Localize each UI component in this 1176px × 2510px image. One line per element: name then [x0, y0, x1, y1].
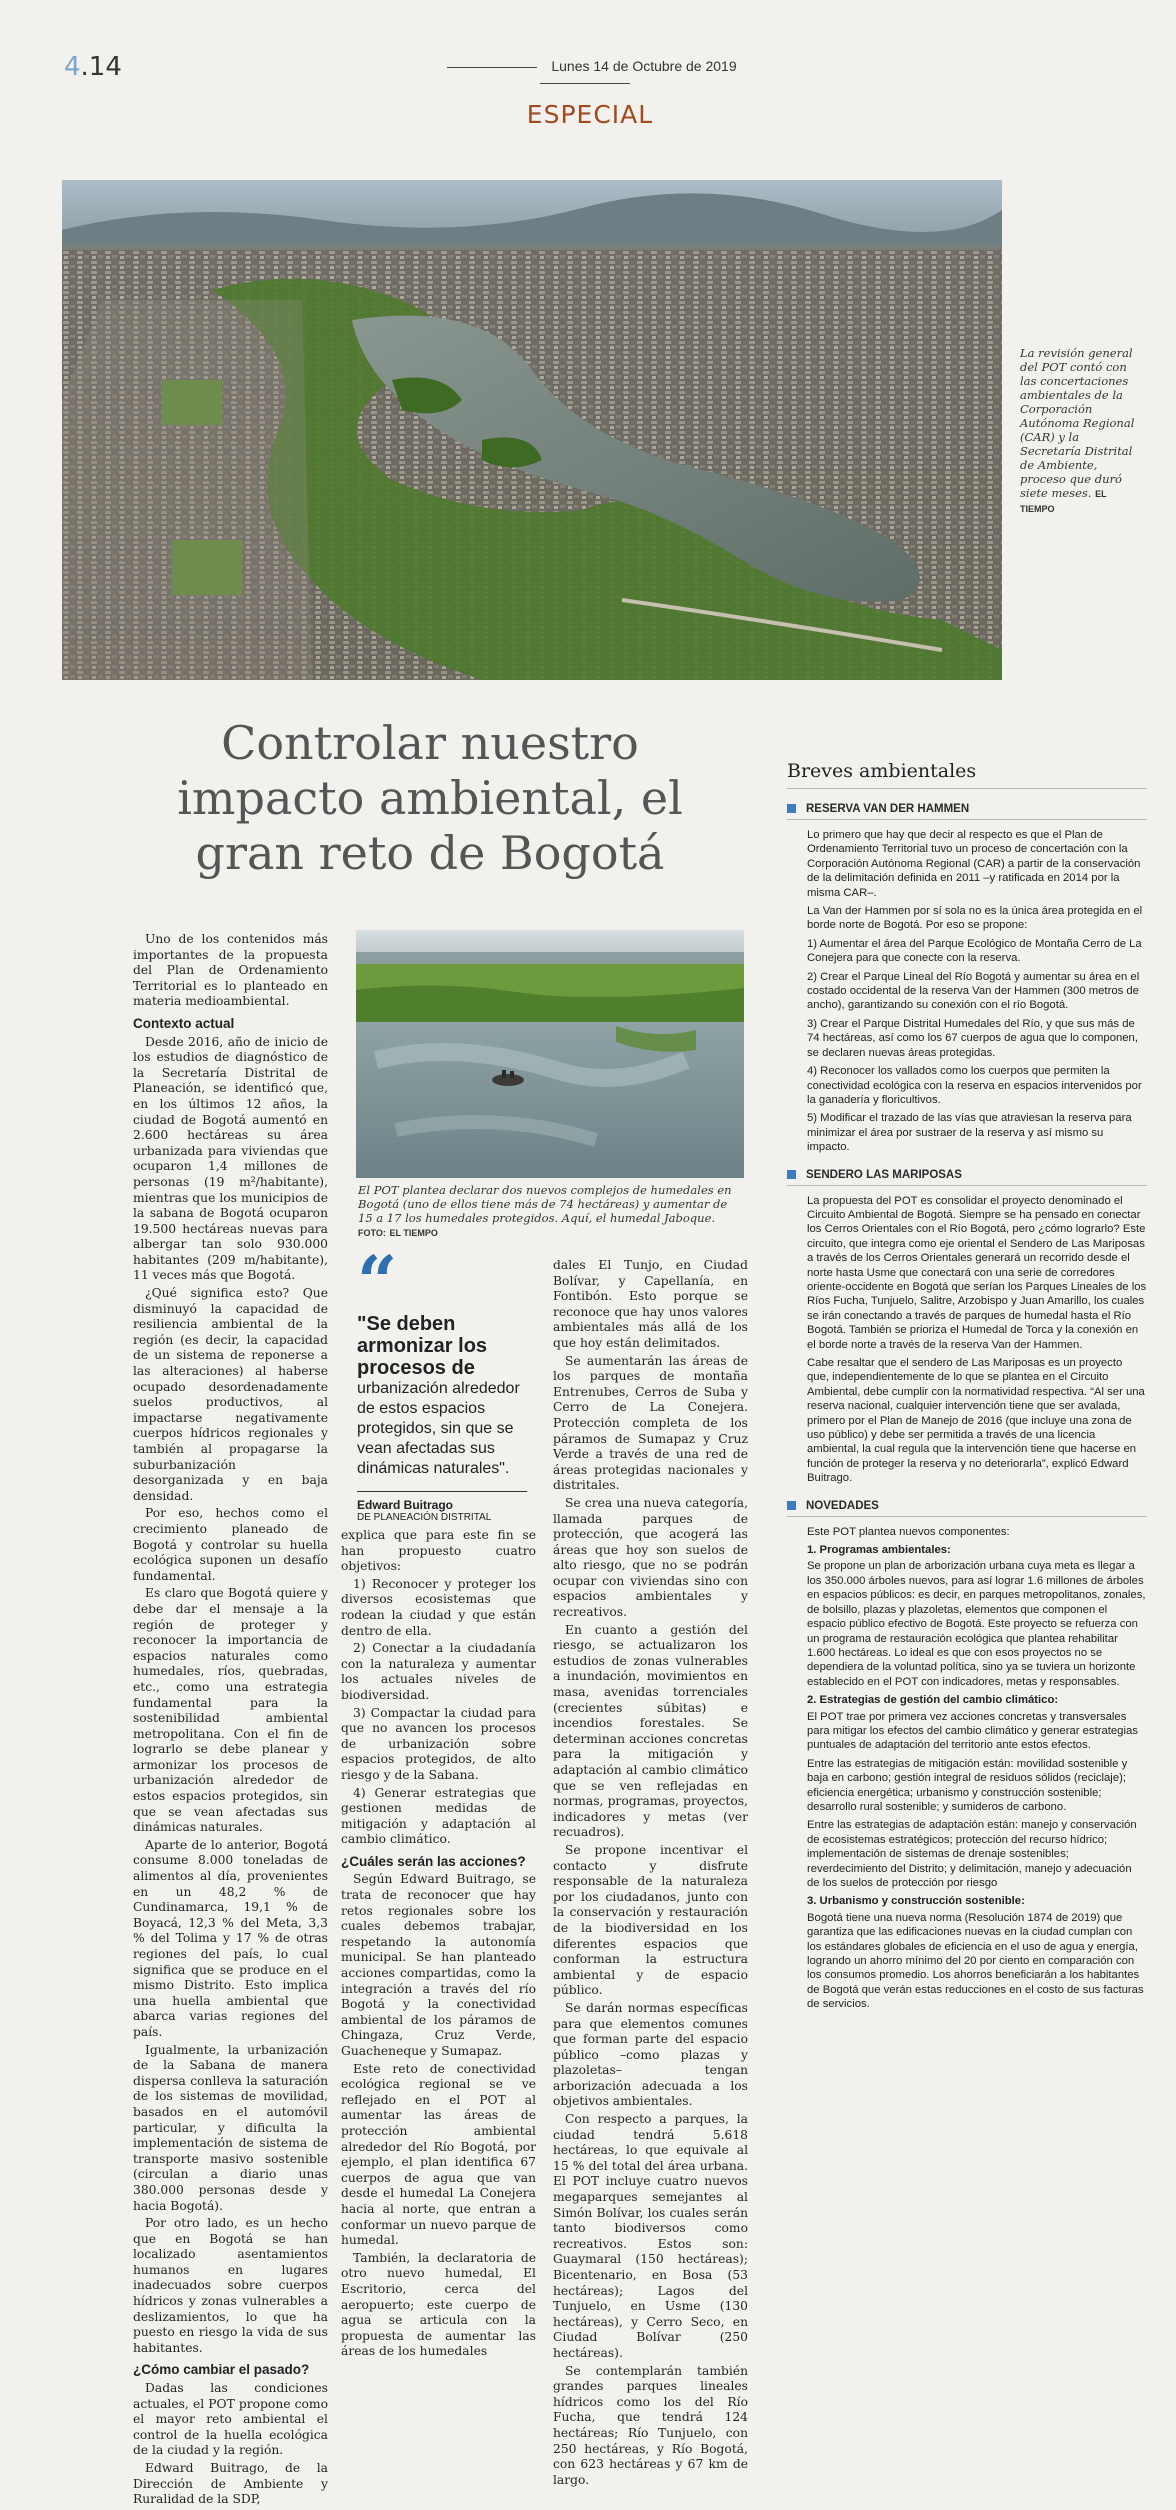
- sidebar-paragraph: La Van der Hammen por sí sola no es la única área protegida en el borde norte de Bogotá. Por eso se propone:: [807, 905, 1143, 932]
- paragraph: Igualmente, la urbanización de la Sabana de manera dispersa conlleva la saturación de los sistemas de movilidad, basados en el automóvil particular, y dificulta la implementación de sistema de transporte masivo sostenible (circulan a diario unas 380.000 personas desde y hacia Bogotá).: [133, 2042, 328, 2213]
- section-title: ESPECIAL: [526, 100, 654, 129]
- sidebar-section-body: [787, 1525, 1147, 2012]
- paragraph: Se contemplarán también grandes parques lineales hídricos como los del Río Fucha, que tendrá 124 hectáreas; Río Tunjuelo, con 250 hectáreas, y Río Bogotá, con 623 hectáreas y 67 km de largo.: [553, 2363, 748, 2487]
- sidebar-paragraph: Entre las estrategias de mitigación están: movilidad sostenible y baja en carbono; gestión integral de residuos sólidos (reciclaje); eficiencia energética; urbanismo y construcción sostenible; desarrollo rural sostenible; y sumideros de carbono.: [807, 1757, 1128, 1813]
- paragraph: Se darán normas específicas para que elementos comunes que forman parte del espacio público –como plazas y plazoletas– tengan arborización adecuada a los objetivos ambientales.: [553, 2000, 748, 2109]
- sidebar-section-title: [787, 803, 1147, 820]
- sidebar-paragraph: Este POT plantea nuevos componentes:: [807, 1525, 1010, 1538]
- hero-credit: EL TIEMPO: [1020, 489, 1107, 514]
- paragraph: 1) Reconocer y proteger los diversos ecosistemas que rodean la ciudad y que están dentro de ella.: [341, 1576, 536, 1638]
- page-number-page: .14: [80, 52, 122, 82]
- section-title-text: SENDERO LAS MARIPOSAS: [806, 1168, 962, 1181]
- page-number: [64, 52, 122, 82]
- paragraph: Dadas las condiciones actuales, el POT propone como el mayor reto ambiental el control de la huella ecológica de la ciudad y la región.: [133, 2381, 328, 2458]
- subhead-actions: ¿Cuáles serán las acciones?: [341, 1853, 526, 1869]
- sidebar-paragraph: 4) Reconocer los vallados como los cuerpos que permiten la conectividad ecológica con la reserva en espacios intervenidos por la ganadería y floricultivos.: [807, 1065, 1142, 1106]
- paragraph: Por eso, hechos como el crecimiento planeado de Bogotá y controlar su huella ecológica suponen un desafío fundamental.: [133, 1506, 328, 1583]
- sidebar-paragraph: 3) Crear el Parque Distrital Humedales del Río, y que sus más de 74 hectáreas, así como los 67 cuerpos de agua que lo componen, se declaren nuevas áreas protegidas.: [807, 1017, 1138, 1059]
- paragraph: También, la declaratoria de otro nuevo humedal, El Escritorio, cerca del aeropuerto; este cuerpo de agua se articula con la propuesta de aumentar las áreas de los humedales: [341, 2250, 536, 2359]
- photo-credit: EL TIEMPO: [389, 1228, 438, 1238]
- sidebar-paragraph: 1) Aumentar el área del Parque Ecológico de Montaña Cerro de La Conejera para que conecte con la reserva.: [807, 937, 1142, 965]
- paragraph: 4) Generar estrategias que gestionen medidas de mitigación y adaptación al cambio climático.: [341, 1785, 536, 1847]
- article-column-1: [133, 932, 328, 2510]
- sidebar-section-body: [787, 1194, 1147, 1486]
- article-column-3: [553, 1258, 748, 2490]
- paragraph: Se aumentarán las áreas de los parques de montaña Entrenubes, Cerros de Suba y Cerro de La Conejera. Protección completa de los páramos de Sumapaz y Cruz Verde a través de una red de áreas protegidas nacionales y distritales.: [553, 1353, 748, 1493]
- quote-lead: "Se deben armonizar los procesos de: [357, 1313, 488, 1379]
- section-title-text: RESERVA VAN DER HAMMEN: [806, 803, 970, 815]
- paragraph: ¿Qué significa esto? Que disminuyó la capacidad de resiliencia ambiental de la región (es decir, la capacidad de un sistema de reponerse a las alteraciones) al haberse ocupado desordenadamente suelos productivos, al impactarse negativamente cuerpos hídricos regionales y también al propagarse la suburbanización desorganizada y en baja densidad.: [133, 1286, 328, 1503]
- sidebar-subhead: 3. Urbanismo y construcción sostenible:: [807, 1895, 1025, 1908]
- sidebar-subhead: 2. Estrategias de gestión del cambio climático:: [807, 1694, 1059, 1707]
- quote-mark-icon: “: [357, 1240, 398, 1323]
- quote-author-role: DE PLANEACIÓN DISTRITAL: [357, 1512, 492, 1523]
- photo-credit-label: FOTO:: [358, 1228, 386, 1238]
- sidebar-paragraph: Cabe resaltar que el sendero de Las Mariposas es un proyecto que, independientemente de lo que se plantea en el Circuito Ambiental, debe cumplir con la normatividad respectiva. “Al ser una reserva nacional, cualquier intervención tiene que ser avalada, primero por el Plan de Manejo de 2016 (que incluye una zona de uso público) y debe ser permitida a través de una licencia ambiental, la cual regula que la intervención tiene que hacerse en función de proteger la reserva y no deteriorarla”, explicó Edward Buitrago.: [807, 1357, 1145, 1485]
- page-number-section: 4: [64, 52, 81, 82]
- paragraph: Según Edward Buitrago, se trata de reconocer que hay retos regionales sobre los cuales debemos trabajar, respetando la autonomía municipal. Se han planteado acciones compartidas, como la integración a través del río Bogotá y la conectividad ambiental de los páramos de Chingaza, Cruz Verde, Guacheneque y Sumapaz.: [341, 1872, 536, 2058]
- paragraph: explica que para este fin se han propuesto cuatro objetivos:: [341, 1528, 536, 1574]
- section-square-icon: [787, 1501, 796, 1510]
- date-text: Lunes 14 de Octubre de 2019: [551, 58, 737, 74]
- paragraph: Edward Buitrago, de la Dirección de Ambiente y Ruralidad de la SDP,: [133, 2461, 328, 2507]
- paragraph: dales El Tunjo, en Ciudad Bolívar, y Capellanía, en Fontibón. Esto porque se reconoce que hay unos valores ambientales más allá de los que hoy están delimitados.: [553, 1258, 748, 1350]
- sidebar-paragraph: 5) Modificar el trazado de las vías que atraviesan la reserva para minimizar el área por sustraer de la reserva y así mismo su impacto.: [807, 1112, 1132, 1154]
- sidebar-paragraph: El POT trae por primera vez acciones concretas y transversales para mitigar los efectos del cambio climático y generar estrategias puntuales de adaptación del territorio ante estos efectos.: [807, 1710, 1138, 1752]
- headline: Controlar nuestro impacto ambiental, el gran reto de Bogotá: [177, 716, 683, 880]
- pull-quote: [357, 1240, 527, 1523]
- sidebar-paragraph: Bogotá tiene una nueva norma (Resolución 1874 de 2019) que garantiza que las edificaciones nuevas en la ciudad cumplan con los estándares globales de eficiencia en el uso de agua y energía, logrando un ahorro mínimo del 20 por ciento en comparación con los consumos promedio. Los ahorros beneficiarán a los habitantes de Bogotá que verán estas reducciones en el costo de sus facturas de servicios.: [807, 1911, 1144, 2011]
- paragraph: Es claro que Bogotá quiere y debe dar el mensaje a la región de proteger y reconocer la importancia de espacios naturales como humedales, ríos, quebradas, etc., como una estrategia fundamental para la sostenibilidad ambiental metropolitana. Con el fin de lograrlo se debe planear y armonizar los procesos de urbanización alrededor de estos espacios protegidos, sin que se vean afectadas sus dinámicas naturales.: [133, 1586, 328, 1835]
- hero-caption: [1020, 346, 1140, 516]
- sidebar-paragraph: Se propone un plan de arborización urbana cuya meta es llegar a los 350.000 árboles nuevos, para así lograr 1.6 millones de árboles en espacios públicos: es decir, en parques metropolitanos, zonales, de bolsillo, plazas y plazoletas, elementos que componen el espacio público efectivo de Bogotá. Este proyecto se refuerza con un programa de restauración ecológica que plantea rehabilitar 1.600 hectáreas. Lo ideal es que con esos proyectos no se dependiera de la voluntad política, sino ya se tuviera un horizonte establecido en el POT con indicadores, metas y responsables.: [807, 1560, 1146, 1688]
- subhead-change: ¿Cómo cambiar el pasado?: [133, 2362, 310, 2378]
- sidebar-section-title: [787, 1169, 1147, 1186]
- photo-caption: [358, 1183, 743, 1240]
- article-column-2: [341, 1528, 536, 2362]
- hero-photo-aerial-wetland: [62, 180, 1002, 680]
- paragraph: Con respecto a parques, la ciudad tendrá 5.618 hectáreas, lo que equivale al 15 % del total del área urbana. El POT incluye cuatro nuevos megaparques semejantes al Simón Bolívar, los cuales serán tanto biodiversos como recreativos. Estos son: Guaymaral (150 hectáreas); Bicentenario, en Bosa (53 hectáreas); Lagos del Tunjuelo, en Usme (130 hectáreas), y Cerro Seco, en Ciudad Bolívar (250 hectáreas).: [553, 2112, 748, 2360]
- paragraph: En cuanto a gestión del riesgo, se actualizaron los estudios de zonas vulnerables a inundación, movimientos en masa, avenidas torrenciales (crecientes súbitas) e incendios forestales. Se determinan acciones concretas para la mitigación y adaptación al cambio climático que se ven reflejadas en normas, programas, proyectos, indicadores y metas (ver recuadros).: [553, 1622, 748, 1840]
- paragraph: Por otro lado, es un hecho que en Bogotá se han localizado asentamientos humanos en lugares inadecuados sobre cuerpos hídricos y zonas vulnerables a deslizamientos, lo que ha puesto en riesgo la vida de sus habitantes.: [133, 2216, 328, 2355]
- sidebar-breves-ambientales: [787, 760, 1147, 2016]
- quote-author: Edward Buitrago: [357, 1491, 527, 1512]
- section-square-icon: [787, 804, 796, 813]
- photo-caption-text: El POT plantea declarar dos nuevos complejos de humedales en Bogotá (uno de ellos tiene más de 74 hectáreas) y aumentar de 15 a 17 los humedales protegidos. Aquí, el humedal Jaboque.: [358, 1183, 732, 1225]
- paragraph: 2) Conectar a la ciudadanía con la naturaleza y aumentar los actuales niveles de biodiversidad.: [341, 1641, 536, 1702]
- sidebar-section-title: [787, 1500, 1147, 1517]
- sidebar-paragraph: Lo primero que hay que decir al respecto es que el Plan de Ordenamiento Territorial tuvo un proceso de concertación con la Corporación Autónoma Regional (CAR) a partir de la conservación de la delimitación definida en 2011 –y ratificada en 2014 por la misma CAR–.: [807, 829, 1141, 899]
- hero-caption-text: La revisión general del POT contó con las concertaciones ambientales de la Corporación Autónoma Regional (CAR) y la Secretaría Distrital de Ambiente, proceso que duró siete meses.: [1020, 346, 1135, 500]
- paragraph: Desde 2016, año de inicio de los estudios de diagnóstico de la Secretaría Distrital de Planeación, se identificó que, en los últimos 12 años, la ciudad de Bogotá aumentó en 2.600 hectáreas su área urbanizada para viviendas que ocuparon 1,4 millones de personas (19 m²/habitante), mientras que los municipios de la sabana de Bogotá ocuparon 19.500 hectáreas nuevas para albergar tan solo 930.000 habitantes (209 m/habitante), 11 veces más que Bogotá.: [133, 1034, 328, 1283]
- sidebar-paragraph: Entre las estrategias de adaptación están: manejo y conservación de ecosistemas estratégicos; protección del recurso hídrico; implementación de sistemas de drenaje sostenibles; reverdecimiento del Distrito; y delimitación, manejo y adecuación de los suelos de protección por riesgo: [807, 1819, 1137, 1889]
- sidebar-section-body: [787, 828, 1147, 1155]
- paragraph: Se crea una nueva categoría, llamada parques de protección, que acogerá las áreas que hoy son suelos de alto riesgo, que no se podrán ocupar con viviendas sino con espacios ambientales y recreativos.: [553, 1495, 748, 1620]
- section-title-text: NOVEDADES: [806, 1499, 879, 1512]
- sidebar-paragraph: 2) Crear el Parque Lineal del Río Bogotá y aumentar su área en el costado occidental de la reserva Van der Hammen (300 metros de ancho), garantizando su conexión con el río Bogotá.: [807, 970, 1140, 1012]
- intro-paragraph: Uno de los contenidos más importantes de la propuesta del Plan de Ordenamiento Territorial es lo planteado en materia medioambiental.: [133, 932, 328, 1009]
- sidebar-subhead: 1. Programas ambientales:: [807, 1544, 951, 1557]
- section-square-icon: [787, 1170, 796, 1179]
- paragraph: Aparte de lo anterior, Bogotá consume 8.000 toneladas de alimentos al día, provenientes en un 48,2 % de Cundinamarca, 19,1 % de Boyacá, 12,3 % del Meta, 3,3 % del Tolima y 17 % de otras regiones del país, lo cual significa que se produce en el mismo Distrito. Esto implica una huella ambiental que abarca varias regiones del país.: [133, 1837, 328, 2039]
- quote-rest: urbanización alrededor de estos espacios protegidos, sin que se vean afectadas sus dinámicas naturales".: [357, 1380, 520, 1477]
- paragraph: 3) Compactar la ciudad para que no avancen los procesos de urbanización sobre espacios protegidos, de alto riesgo y de la Sabana.: [341, 1705, 536, 1782]
- paragraph: Se propone incentivar el contacto y disfrute responsable de la naturaleza por los ciudadanos, junto con la conservación y restauración de la biodiversidad en los diferentes espacios que conforman la estructura ambiental y de espacio público.: [553, 1842, 748, 1998]
- sidebar-paragraph: La propuesta del POT es consolidar el proyecto denominado el Circuito Ambiental de Bogotá. Siempre se ha pensado en conectar los Cerros Orientales con el Río Bogotá, pero ¿cómo lograrlo? Este circuito, que integra como eje oriental el Sendero de Las Mariposas a través de los Cerros Orientales generará un recorrido desde el norte hasta Usme que conectará con una serie de corredores oriente-occidente en Bogotá que serían los Parques Lineales de los Ríos Fucha, Tunjuelo, Salitre, Arzobispo y Juan Amarillo, los cuales se irán conectando a través de parques de humedal hasta el Río Bogotá. También se prioriza el Humedal de Torca y la conexión en el borde norte a través de la reserva Van der Hammen.: [807, 1194, 1147, 1351]
- edition-date: [375, 58, 795, 90]
- sidebar-title: Breves ambientales: [787, 760, 1147, 789]
- paragraph: Este reto de conectividad ecológica regional se ve reflejado en el POT al aumentar las áreas de protección ambiental alrededor del Río Bogotá, por ejemplo, el plan identifica 67 cuerpos de agua que van desde el humedal La Conejera hacia al norte, que entran a conformar un nuevo parque de humedal.: [341, 2061, 536, 2248]
- subhead-context: Contexto actual: [133, 1015, 235, 1031]
- wetland-photo-jaboque: [356, 930, 744, 1178]
